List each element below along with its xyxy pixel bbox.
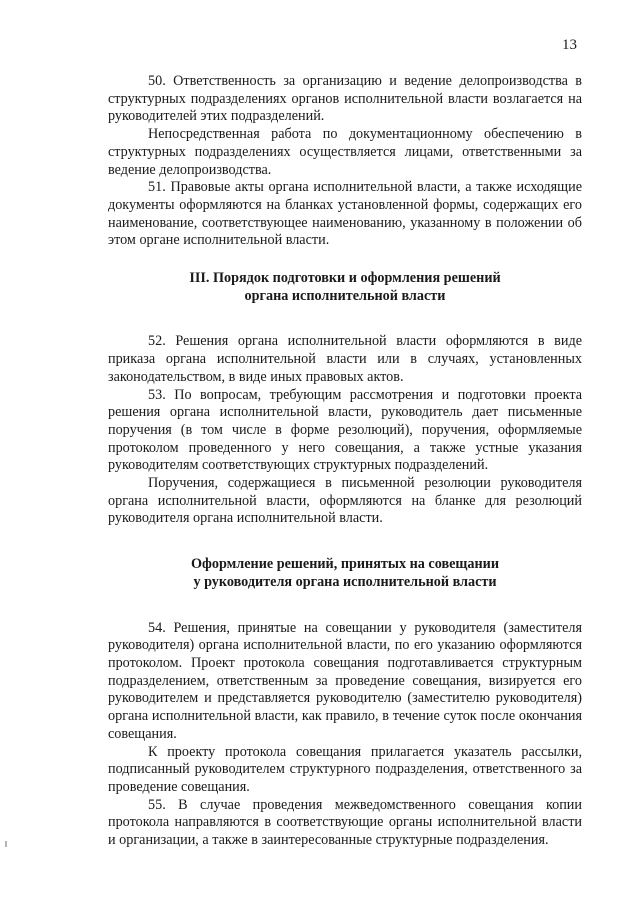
paragraph-53-continuation: Поручения, содержащиеся в письменной резолюции руководителя органа исполнительной власти, оформляются на бланке для резолюций руководителя органа исполнительной власти.: [108, 475, 582, 527]
paragraph-52: 52. Решения органа исполнительной власти оформляются в виде приказа органа исполнительной власти или в случаях, установленных законодательством, в виде иных правовых актов.: [108, 333, 582, 385]
section-heading: [108, 270, 582, 305]
paragraph-53: 53. По вопросам, требующим рассмотрения и подготовки проекта решения органа исполнительной власти, руководитель дает письменные поручения (в том числе в форме резолюций), поручения, оформляемые протоколом проведенного у него совещания, а также устные указания руководителям соответствующих структурных подразделений.: [108, 386, 582, 474]
paragraph-54-continuation: К проекту протокола совещания прилагается указатель рассылки, подписанный руководителем структурного подразделения, ответственного за проведение совещания.: [108, 743, 582, 795]
page-number: 13: [562, 37, 577, 53]
paragraph-55: 55. В случае проведения межведомственного совещания копии протокола направляются в соответствующие органы исполнительной власти и организации, а также в заинтересованные структурные подразделения.: [108, 796, 582, 849]
subsection-heading-line-2: у руководителя органа исполнительной власти: [193, 573, 497, 590]
spacer: [108, 250, 582, 270]
section-heading-line-1: III. Порядок подготовки и оформления решений: [189, 270, 501, 287]
scan-mark: [5, 841, 7, 847]
spacer: [108, 305, 582, 333]
subsection-heading-line-1: Оформление решений, принятых на совещании: [191, 556, 499, 573]
section-heading-line-2: органа исполнительной власти: [244, 287, 446, 304]
paragraph-50: 50. Ответственность за организацию и ведение делопроизводства в структурных подразделениях органов исполнительной власти возлагается на руководителей этих подразделений.: [108, 73, 582, 125]
subsection-heading: [108, 556, 582, 591]
paragraph-50-continuation: Непосредственная работа по документационному обеспечению в структурных подразделениях осуществляется лицами, ответственными за ведение делопроизводства.: [108, 126, 582, 178]
paragraph-54: 54. Решения, принятые на совещании у руководителя (заместителя руководителя) органа исполнительной власти, по его указанию оформляются протоколом. Проект протокола совещания подготавливается структурным подразделением, ответственным за проведение совещания, визируется его руководителем и представляется руководителю (заместителю руководителя) органа исполнительной власти, как правило, в течение суток после окончания совещания.: [108, 619, 582, 742]
paragraph-51: 51. Правовые акты органа исполнительной власти, а также исходящие документы оформляются на бланках установленной формы, содержащих его наименование, соответствующее наименованию, указанному в положении об этом органе исполнительной власти.: [108, 179, 582, 249]
spacer: [108, 592, 582, 620]
spacer: [108, 528, 582, 556]
document-body: [108, 73, 582, 850]
